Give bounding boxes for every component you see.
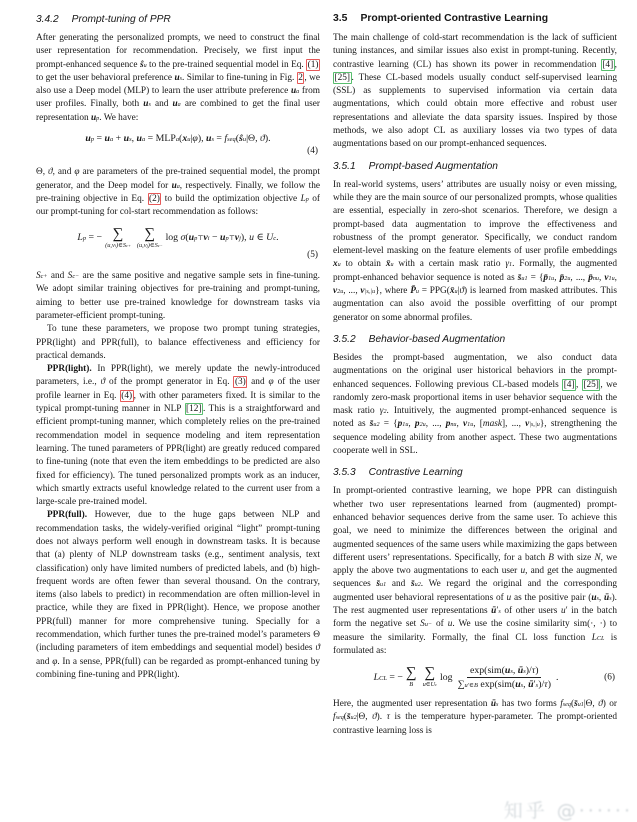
math-vector: u <box>220 232 226 244</box>
sum-operator <box>423 666 437 689</box>
math-vector: u <box>515 679 521 691</box>
math-italic: φ <box>52 656 58 667</box>
subscript: CL <box>596 635 605 642</box>
paragraph-contrastive-learning: In prompt-oriented contrastive learning, we hope PPR can distinguish whether two user representations learned from (augmented) prompt-enhanced behavior sequences derive from the same user. To achieve this goal, we need to minimize the differences between the original and augmented sequences of the same users while maximizing the gaps between different users’ representations. Specifically, for a batch B with size N, we apply the above two augmentations to each user u, and get the augmented sequences $s̄u^1$ and $s̄u^2$. We regard the original and the corresponding augmented user behavioral representations of u as the positive pair (us, ūs). The rest augmented user representations ū′s of other users u′ in the batch form the negative set $S^u-$ of u. We use the cosine similarity sim(·, ·) to measure the similarity. Formally, the final CL loss function LCL is formulated as: <box>333 486 618 656</box>
subscript: a <box>142 136 146 144</box>
superscript: u <box>415 289 419 296</box>
math-italic: ϑ <box>372 712 377 723</box>
heading-3-5-1 <box>333 161 617 173</box>
math-italic: U <box>266 232 274 244</box>
equation-6-tail: . <box>555 671 559 683</box>
sum-icon: ∑ <box>144 225 156 242</box>
math-italic: φ <box>268 377 274 388</box>
subscript: n <box>592 275 596 282</box>
math-vector: s̄ <box>376 579 381 590</box>
sum-limits-batch: B <box>409 681 414 689</box>
subscript: 1 <box>467 422 471 429</box>
superscript: 2 <box>353 715 357 722</box>
superscript: 1 <box>524 275 528 282</box>
math-italic: S <box>67 271 73 282</box>
citation-link[interactable]: [4] <box>602 59 614 70</box>
watermark: 知乎 @······ <box>503 799 633 822</box>
subscript: 1 <box>608 275 612 282</box>
subscript: s <box>535 682 539 690</box>
math-italic: mask <box>482 419 502 430</box>
superscript: ⊤ <box>197 235 204 243</box>
math-italic: ϑ <box>598 699 603 710</box>
math-italic: L <box>77 232 83 244</box>
superscript: u <box>470 422 474 429</box>
math-vector: s̄ <box>517 272 522 283</box>
equation-5-rhs: log σ(up⊤vi − up⊤vj), u ∈ $U^c$. <box>165 232 279 244</box>
math-vector: x <box>333 259 338 270</box>
bold-text: PPR(full). <box>47 510 88 521</box>
math-vector: u <box>591 592 597 603</box>
math-vector: x̄ <box>385 259 391 270</box>
math-italic: ϑ <box>315 643 320 654</box>
math-vector: s̄ <box>411 579 415 590</box>
right-column <box>333 11 617 738</box>
sum-limits-users: $u\in U^c$ <box>422 681 438 689</box>
subscript: seq <box>335 715 344 722</box>
heading-3-4-2 <box>36 14 320 26</box>
subscript: u <box>521 275 525 282</box>
heading-3-5-1-number: 3.5.1 <box>333 160 356 172</box>
math-vector: p̄ <box>543 272 549 283</box>
superscript: ⊤ <box>228 235 235 243</box>
equation-5-number: (5) <box>307 249 318 260</box>
subscript: s <box>498 608 501 615</box>
math-vector: x <box>182 133 188 145</box>
subscript: p <box>96 115 100 122</box>
math-vector: p <box>445 419 451 430</box>
subscript: u <box>380 582 384 589</box>
subscript: 1 <box>509 262 513 269</box>
math-vector: u <box>85 133 91 145</box>
paragraph-tuning-strategies: To tune these parameters, we propose two prompt tuning strategies, PPR(light) and PPR(full), to balance effectiveness and efficiency for practical demands. <box>36 324 320 361</box>
math-vector: u <box>174 72 180 83</box>
heading-3-5-2-number: 3.5.2 <box>333 333 356 345</box>
math-vector: ū <box>491 605 497 616</box>
heading-3-5-3 <box>333 467 617 479</box>
superscript: 1 <box>383 582 387 589</box>
paragraph-ppr-full: PPR(full). However, due to the huge gaps between NLP and recommendation tasks, the widely-verified original “light” prompt-tuning does not always perform well enough in downstream tasks. It is because that (a) plenty of NLP downstream tasks (e.g., sentiment analysis, text classification) only have limited numbers of predicted labels, and (b) high-frequent words are often fewer than several thousand. On the contrary, items (also labels to predict) in recommendation are often million-level in practice, while they are fixed in PPR(light). Hence, we propose another PPR(full) manner for more comprehensive tuning. Specially for a recommendation, which further tunes the pre-trained model’s parameters Θ (including parameters of item embeddings and sequential model) besides ϑ and φ. In a sense, PPR(full) can be regarded as prompt-enhanced tuning by combining fine-tuning and PPR(light). <box>36 510 320 680</box>
superscript: u <box>372 289 376 296</box>
math-vector: p̄ <box>559 272 565 283</box>
subscript: 2 <box>337 289 341 296</box>
subscript: u <box>337 262 341 269</box>
superscript: u <box>405 422 409 429</box>
math-italic: σ <box>180 232 186 244</box>
math-italic: N <box>594 552 601 563</box>
math-vector: v <box>463 419 468 430</box>
paragraph-behavior-augmentation: Besides the prompt-based augmentation, we also conduct data augmentations on the original user historical behaviors in the prompt-enhanced sequences. Following previous CL-based models [4] , [25] , we randomly zero-mask proportional items in user behavior sequence with the mask ratio γ2. Intuitively, the augmented prompt-enhanced sequence is noted as $s̄u^2 = \{p1^u$, p2$^u$, ..., $pn^u$, v1$^u$, [mask], ..., $v|sᵤ|^u$}, strengthening the sequence modeling ability from another aspect. These two augmentations cooperate well in SSL. <box>333 352 618 457</box>
math-vector: x̄ <box>449 286 455 297</box>
math-vector: u <box>90 112 97 123</box>
math-italic: L <box>373 671 380 683</box>
heading-3-5-title: Prompt-oriented Contrastive Learning <box>360 13 549 24</box>
heading-3-5 <box>333 13 617 25</box>
subscript: 2 <box>383 409 387 416</box>
subscript: u′∈B <box>464 682 478 690</box>
math-vector: P̄ <box>410 286 416 297</box>
math-italic: φ <box>192 133 198 145</box>
math-italic: S <box>420 619 425 630</box>
math-vector: p̄ <box>588 272 593 283</box>
subscript: s <box>609 595 612 602</box>
math-italic: γ <box>505 259 510 270</box>
subscript: s <box>179 75 182 82</box>
math-vector: s̄ <box>574 699 578 710</box>
equation-ref-link[interactable]: (1) <box>307 59 319 70</box>
subscript: s <box>211 136 214 144</box>
subscript: i <box>207 235 210 243</box>
math-italic: L <box>300 193 306 204</box>
subscript: n <box>450 422 454 429</box>
citation-link[interactable]: [25] <box>583 379 599 390</box>
math-italic: f <box>333 712 336 723</box>
math-italic: B <box>548 552 554 563</box>
fraction-denominator: ∑u′∈B exp(sim(us, ū′s)/τ) <box>457 679 551 691</box>
math-vector: u <box>136 133 142 145</box>
math-italic: f <box>560 699 563 710</box>
math-vector: ŝ <box>139 59 144 70</box>
subscript: seq <box>227 136 236 144</box>
paragraph-sample-sets: $S^c+$ and $S^c-$ are the same positive and negative sample sets in fine-tuning. We adopt similar training objectives for pre-training and prompt-tuning, aiming to better use pre-trained knowledge for downstream tasks via parameter-efficient prompt-tuning. <box>36 271 320 321</box>
superscript: u <box>595 275 599 282</box>
subscript: |sᵤ| <box>529 422 537 429</box>
math-italic: ϑ <box>260 133 265 145</box>
fraction <box>455 665 554 690</box>
superscript: u <box>453 422 457 429</box>
subscript: + <box>127 242 131 248</box>
math-vector: v <box>333 286 338 297</box>
superscript: u <box>422 422 426 429</box>
subscript: s <box>129 136 132 144</box>
math-vector: v <box>360 286 365 297</box>
math-vector: u <box>123 133 130 145</box>
subscript: |sᵤ| <box>364 289 373 296</box>
citation-link[interactable]: [25] <box>334 72 350 83</box>
sum-operator <box>105 227 131 250</box>
math-vector: u <box>171 180 177 191</box>
equation-4 <box>36 132 320 158</box>
equation-5 <box>36 227 320 263</box>
subscript: CL <box>379 674 387 682</box>
paragraph-prompt-augmentation: In real-world systems, users’ attributes are usually noisy or even missing, while they are the main source of our personalized prompts, whose qualities are essential, especially in zero-shot scenarios. Therefore, we design a prompt-based data augmentation to improve the effectiveness and robustness of the prompt generator. Specifically, we conduct random element-level masking on the feature elements of user profile embeddings xu to obtain x̄u with a certain mask ratio γ1. Formally, the augmented prompt-enhanced behavior sequence is noted as $s̄u^1$ = {$p̄1^u$, p̄2$^u$, ..., $p̄n^u$, v1$^u$, v2$^u$, ..., $v|sᵤ|^u$}, where P̄$^u$ = PPG(x̄u|ϑ) is learned from masked attributes. This augmentation can also avoid the possible overfitting of our prompt generator on some abnormal profiles. <box>333 179 617 323</box>
equation-6-number: (6) <box>604 672 615 683</box>
superscript: 2 <box>376 422 380 429</box>
heading-3-5-2-title: Behavior-based Augmentation <box>368 333 506 345</box>
math-vector: ū <box>490 699 497 710</box>
math-italic: τ <box>386 712 390 723</box>
superscript: c <box>157 242 160 248</box>
equation-6-log: log <box>440 671 453 683</box>
subscript: a <box>177 102 181 109</box>
equation-6-lhs: LCL = − <box>373 671 403 683</box>
math-italic: ϑ <box>100 377 106 388</box>
sum-icon: ∑ <box>112 225 124 242</box>
subscript: s <box>520 682 524 690</box>
sum-operator <box>137 227 163 250</box>
superscript: u <box>551 275 555 282</box>
math-italic: τ <box>531 665 536 677</box>
math-vector: p <box>397 419 403 430</box>
heading-3-5-1-title: Prompt-based Augmentation <box>368 160 498 172</box>
subscript: 1 <box>402 422 406 429</box>
superscript: c <box>40 274 44 281</box>
subscript: p <box>90 136 95 144</box>
math-vector: u <box>104 133 110 145</box>
math-italic: ϑ <box>48 167 53 178</box>
subscript: a <box>296 89 300 96</box>
sum-icon: ∑ <box>405 665 417 682</box>
paragraph-prompt-tuning-intro: After generating the personalized prompts, we need to construct the final user representation for recommendation. Precisely, we first input the prompt-enhanced sequence ŝu to the pre-trained sequential model in Eq. (1) to get the user behavioral preference us. Similar to fine-tuning in Fig. 2 , we also use a Deep model (MLP) to learn the user attribute preference ua from user profiles. Finally, both us and ua are combined to get the final user representation up. We have: <box>36 33 320 123</box>
bold-text: PPR(light). <box>47 364 92 375</box>
heading-3-5-2 <box>333 334 617 346</box>
heading-3-4-2-title: Prompt-tuning of PPR <box>71 14 171 25</box>
superscript: c <box>72 274 76 281</box>
math-vector: u <box>143 99 149 110</box>
math-vector: ū <box>604 592 610 603</box>
math-italic: u <box>249 232 254 244</box>
math-vector: u <box>290 86 297 97</box>
subscript: − <box>75 274 80 281</box>
math-vector: ū <box>528 679 534 691</box>
subscript: a <box>175 136 180 144</box>
subscript: u <box>390 262 394 269</box>
subscript: u <box>350 715 354 722</box>
subscript: p <box>305 196 309 203</box>
subscript: p <box>225 235 229 243</box>
paragraph-cl-loss-final: Here, the augmented user representation ūs has two forms $fseq(s̄u^1|\Theta$, ϑ) or $fseq(s̄u^2|\Theta$, ϑ). τ is the temperature hyper-parameter. The prompt-oriented contrastive learning loss is <box>333 699 617 736</box>
subscript: + <box>43 274 48 281</box>
subscript: 2 <box>419 422 423 429</box>
superscript: 2 <box>417 582 421 589</box>
math-vector: v <box>234 232 240 244</box>
math-vector: s̄ <box>346 712 351 723</box>
math-italic: f <box>224 133 228 145</box>
subscript: 1 <box>548 275 552 282</box>
superscript: u <box>536 422 540 429</box>
math-vector: ū <box>517 665 524 677</box>
subscript: a <box>110 136 114 144</box>
paragraph-ppr-light: PPR(light). In PPR(light), we merely update the newly-introduced parameters, i.e., ϑ of the prompt generator in Eq. (3) and φ of the user profile learner in Eq. (4) , with other parameters fixed. It is similar to the typical prompt-tuning manner in NLP [12] . This is a straightforward and efficient prompt-tuning manner, which completely relies on the pre-trained recommendation model in sequence modeling and item representation learning. The tuned parameters of PPR(light) are greatly reduced compared to fine-tuning (note that even the item embeddings to be predicted are also fixed for efficiency). The tuned personalized prompts work as an inducer, which smartly extracts useful knowledge related to the current user from a large-scale pre-trained model. <box>36 364 321 508</box>
subscript: u <box>242 136 247 144</box>
math-italic: u <box>506 592 512 603</box>
equation-ref-link[interactable]: (3) <box>234 377 246 388</box>
subscript: j <box>146 242 148 248</box>
equation-ref-link[interactable]: (2) <box>149 193 160 204</box>
fraction-numerator: exp(sim(us, ūs)/τ) <box>467 665 541 678</box>
equation-5-lhs: Lp = − <box>77 232 103 244</box>
math-vector: u <box>172 99 178 110</box>
subscript: p <box>82 235 87 243</box>
superscript: u <box>424 622 428 629</box>
subscript: u <box>454 289 458 296</box>
subscript: u <box>187 136 191 144</box>
subscript: i <box>114 242 117 248</box>
superscript: c <box>273 235 277 243</box>
citation-link[interactable]: [4] <box>563 379 575 390</box>
math-italic: τ <box>544 679 548 691</box>
subscript: s <box>148 102 151 109</box>
subscript: p <box>194 235 198 243</box>
subscript: s <box>496 702 499 709</box>
subscript: 2 <box>564 275 568 282</box>
math-vector: v <box>604 272 609 283</box>
equation-6 <box>333 665 617 690</box>
math-italic: u <box>520 566 526 577</box>
subscript: u <box>414 582 418 589</box>
math-vector: s̄ <box>369 419 374 430</box>
equation-ref-link[interactable]: (4) <box>121 390 133 401</box>
math-italic: γ <box>379 406 384 417</box>
equation-4-number: (4) <box>307 146 318 157</box>
sum-limits-negative: $(u,vj)\in S^c-$ <box>136 241 163 249</box>
math-vector: u <box>188 232 195 244</box>
superscript: c <box>435 682 438 688</box>
math-italic: φ <box>74 167 80 178</box>
subscript: u <box>373 422 377 429</box>
paragraph-cl-intro: The main challenge of cold-start recommendation is the lack of sufficient tuning instances, and similar issues also exist in prompt-tuning. Recently, contrastive learning (CL) has shown its power in recommendation [4] , [25] . These CL-based models usually conduct self-supervised learning (SSL) as supplements to supervised information via certain data augmentations, which could obtain more effective and robust user representations and alleviate the data sparsity issues. Inspired by those methods, we also adopt CL as auxiliary losses via two types of data augmentations based on our prompt-enhanced sequences. <box>333 33 617 150</box>
subscript: − <box>159 242 163 248</box>
sum-icon: ∑ <box>424 665 436 682</box>
subscript: s <box>596 595 599 602</box>
paragraph-parameters: Θ, ϑ, and φ are parameters of the pre-trained sequential model, the prompt generator, and the Deep model for ua, respectively. Finally, we follow the pre-training objective in Eq. (2) to build the optimization objective Lp of our prompt-tuning for col-start recommendation as follows: <box>36 167 320 218</box>
subscript: u <box>143 62 147 69</box>
math-italic: u <box>447 619 453 630</box>
math-vector: p <box>414 419 420 430</box>
superscript: u <box>567 275 571 282</box>
subscript: a <box>176 183 180 190</box>
equation-ref-link[interactable]: 2 <box>298 72 303 83</box>
math-vector: u <box>206 133 212 145</box>
left-column <box>36 11 320 682</box>
heading-3-5-3-title: Contrastive Learning <box>368 467 463 479</box>
superscript: 1 <box>580 702 584 709</box>
math-italic: u <box>560 605 566 616</box>
math-vector: v <box>203 232 208 244</box>
superscript: u <box>340 289 344 296</box>
subscript: s <box>523 668 526 676</box>
sum-operator <box>406 666 417 689</box>
math-vector: v <box>525 419 530 430</box>
subscript: u <box>577 702 581 709</box>
math-italic: L <box>591 632 597 643</box>
heading-3-4-2-number: 3.4.2 <box>36 14 59 25</box>
subscript: j <box>239 235 241 243</box>
heading-3-5-number: 3.5 <box>333 13 348 24</box>
math-italic: ϑ <box>459 286 465 297</box>
heading-3-5-3-number: 3.5.3 <box>333 467 356 479</box>
math-vector: u <box>504 665 511 677</box>
subscript: − <box>427 622 433 629</box>
equation-4-body: up = ua + us, ua = MLPa(xu|φ), us = fseq(ŝu|Θ, ϑ). <box>85 133 271 145</box>
math-vector: ŝ <box>239 133 243 145</box>
math-italic: S <box>36 271 41 282</box>
subscript: s <box>510 668 513 676</box>
superscript: u <box>611 275 615 282</box>
subscript: seq <box>562 702 571 709</box>
citation-link[interactable]: [12] <box>186 404 202 415</box>
superscript: c <box>126 242 128 248</box>
sum-limits-positive: $(u,vi)\in S^c+$ <box>105 241 131 249</box>
